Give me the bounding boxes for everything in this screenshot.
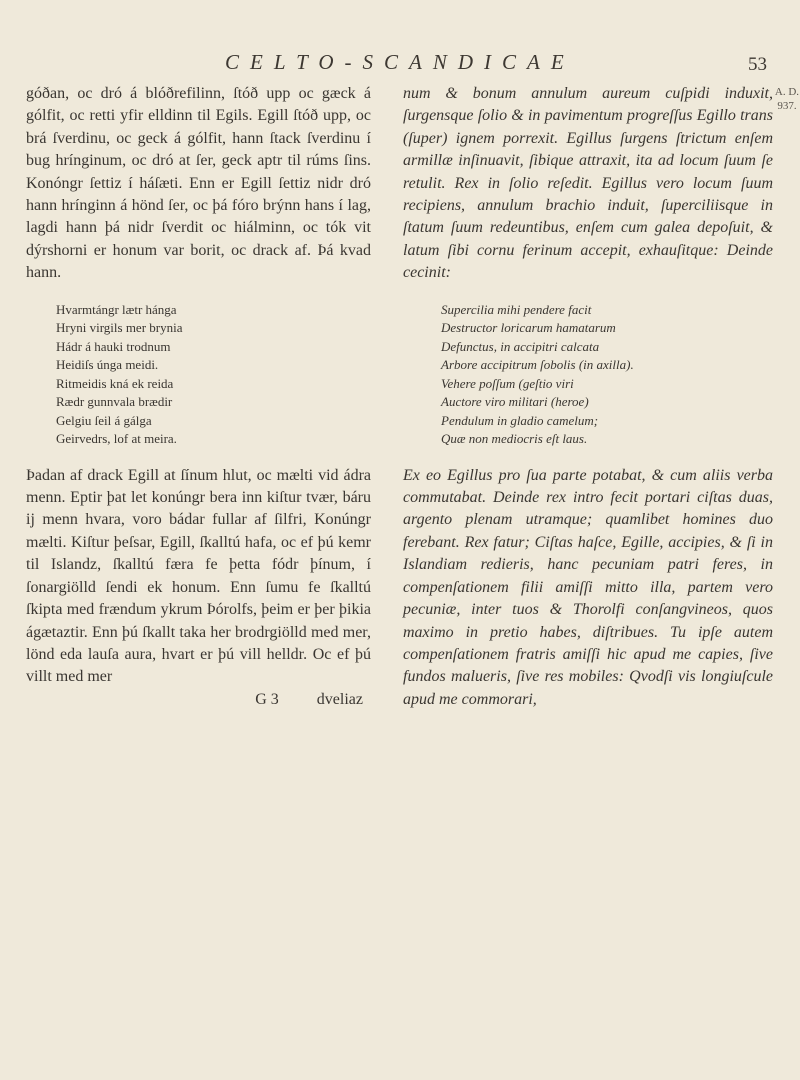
verse-line: Defunctus, in accipitri calcata (441, 338, 600, 354)
verse-line: Vehere poſſum (geſtio viri (441, 375, 574, 391)
verse-line: Hádr á hauki trodnum (56, 338, 171, 354)
signature-mark: G 3 (255, 690, 279, 708)
verse-line: Gelgiu ſeil á gálga (56, 412, 152, 428)
page-number: 53 (748, 54, 767, 75)
verse-line: Auctore viro militari (heroe) (441, 394, 589, 410)
running-title: CELTO-SCANDICAE (225, 50, 575, 74)
latin-prose-1 (403, 83, 773, 285)
verse-line: Quæ non mediocris eſt laus. (441, 431, 588, 447)
icelandic-prose-1 (26, 83, 371, 285)
icelandic-prose-2 (26, 465, 371, 689)
latin-verse (441, 301, 773, 449)
icelandic-column (26, 83, 371, 711)
verse-line: Destructor loricarum hamatarum (441, 320, 616, 336)
verse-line: Arbore accipitrum ſobolis (in axilla). (441, 357, 634, 373)
verse-line: Geirvedrs, lof at meira. (56, 431, 177, 447)
catchword: dveliaz (316, 690, 363, 708)
paragraph: góðan, oc dró á blóðrefilinn, ſtóð upp oc gæck á gólfit, oc retti yfir elldinn til Egils. Egill ſtóð upp, oc brá ſverdinu, oc geck á gólfit, hann ſtack ſverdinu í bug hrínginum, oc dró at ſer, geck aptr til rúms ſins. Konóngr ſettiz í háſæti. Enn er Egill ſettiz nidr dró hann hrínginn á hönd ſer, oc þá fóro brýnn hans í lag, lagdi hann þá nidr ſverdit oc hiálminn, oc tók vit dýrshorni er honum var borit, oc drack af. Þá kvad hann. (26, 85, 371, 282)
verse-line: Supercilia mihi pendere facit (441, 301, 592, 317)
signature-row (26, 689, 371, 711)
icelandic-verse (56, 301, 371, 449)
margin-year-note: A. D. 937. (774, 86, 800, 112)
verse-line: Hryni virgils mer brynia (56, 320, 183, 336)
verse-line: Ritmeidis kná ek reida (56, 375, 174, 391)
latin-prose-2 (403, 465, 773, 711)
verse-line: Rædr gunnvala brædir (56, 394, 173, 410)
verse-line: Pendulum in gladio camelum; (441, 412, 599, 428)
paragraph: Ex eo Egillus pro ſua parte potabat, & cum aliis verba commutabat. Deinde rex intro fecit portari ciſtas duas, argento plenam utramque; quamlibet homines duo ferebant. Rex fatur; Ciſtas haſce, Egille, accipies, & ſi in Islandiam redieris, hanc pecuniam patri feres, in compenſationem filii amiſſi mitto illa, partem vero pecuniæ, inter tuos & Thorolfi conſangvineos, quos maximo in pretio habes, diſtribues. Tu ipſe autem compenſationem fratris amiſſi hic apud me capies, ſive fundos malueris, ſive res mobiles: Qvodſi vis longiuſcule apud me commorari, (403, 466, 773, 708)
verse-line: Heidiſs únga meidi. (56, 357, 159, 373)
paragraph: Þadan af drack Egill at ſínum hlut, oc mælti vid ádra menn. Eptir þat let konúngr bera inn kiſtur tvær, báru ij menn hvara, voro bádar fullar af ſilfri, Konúngr mælti. Kiſtur þeſsar, Egill, ſkalltú hafa, oc ef þú kemr til Islandz, ſkalltú færa fe þetta fódr þínum, í ſonargiölld ſendi ek honum. Enn ſumu fe ſkalltú ſkipta med frændum ykrum Þórolfs, þeim er þer þikia ágætaztir. Enn þú ſkallt taka her brodrgiölld med mer, lönd eda lauſa aura, hvart er þú vill helldr. Oc ef þú villt med mer (26, 466, 371, 686)
latin-column (403, 83, 773, 711)
paragraph: num & bonum annulum aureum cuſpidi induxit, ſurgensque ſolio & in pavimentum progreſſus Egillo trans (ſuper) ignem porrexit. Egillus ſurgens ſtrictum enſem armillæ inſinuavit, ſibique attraxit, ita ad locum ſuum ſe retulit. Rex in ſolio reſedit. Egillus vero locum ſuum recipiens, annulum brachio induit, ſuperciliisque in ſtatum ſuum redeuntibus, enſem cum galea depoſuit, & latum ſibi cornu ferinum accepit, exhauſitque: Deinde cecinit: (403, 85, 773, 282)
verse-line: Hvarmtángr lætr hánga (56, 301, 177, 317)
